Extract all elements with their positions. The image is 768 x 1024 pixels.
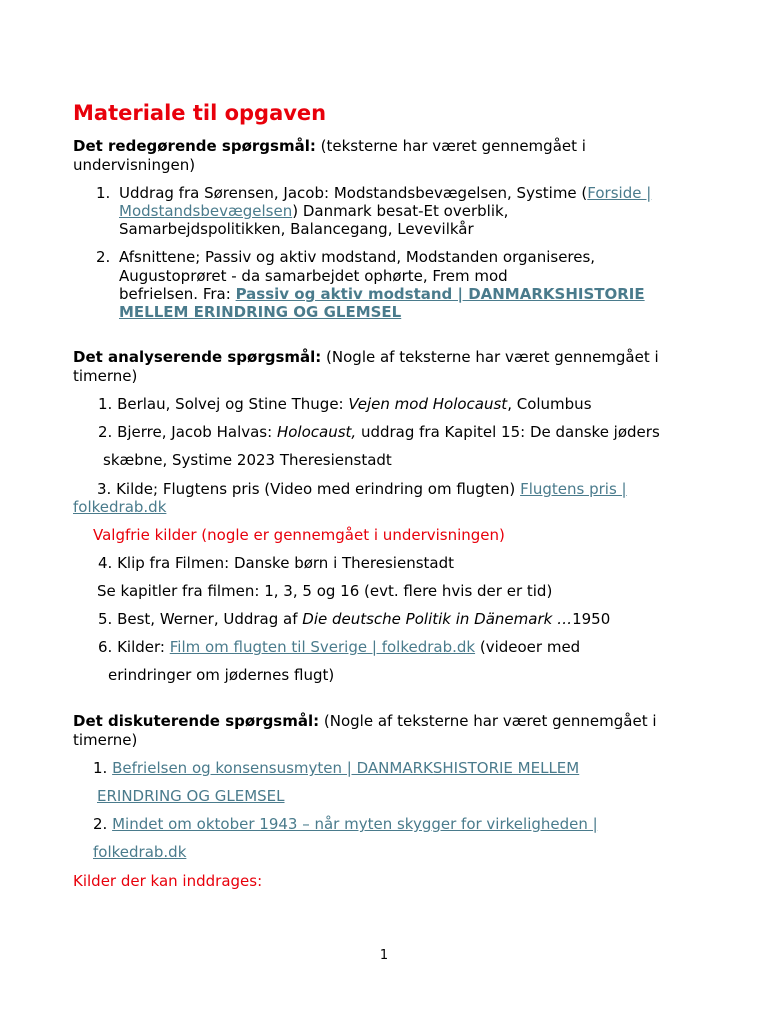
section-analyserende-heading (73, 348, 659, 366)
list-item-cont: skæbne, Systime 2023 Theresienstadt (103, 451, 392, 469)
link-passiv-aktiv-modstand-cont[interactable]: MELLEM ERINDRING OG GLEMSEL (119, 303, 402, 321)
section-intro: (teksterne har været gennemgået i (315, 137, 586, 155)
list-item-text: 1. Berlau, Solvej og Stine Thuge: (98, 395, 349, 413)
book-title: Holocaust, (276, 423, 357, 441)
list-item: 4. Klip fra Filmen: Danske børn i Theresienstadt (98, 554, 454, 572)
link-passiv-aktiv-modstand[interactable]: Passiv og aktiv modstand | DANMARKSHISTORIE (235, 285, 645, 303)
optional-sources-heading: Valgfrie kilder (nogle er gennemgået i undervisningen) (93, 526, 505, 544)
list-item-cont (97, 787, 285, 805)
section-heading-label: Det analyserende spørgsmål: (73, 348, 322, 366)
list-item-text: befrielsen. Fra: (119, 285, 236, 303)
list-item-cont (73, 498, 166, 516)
section-intro: (Nogle af teksterne har været gennemgået i (321, 348, 659, 366)
section-heading-label: Det diskuterende spørgsmål: (73, 712, 320, 730)
book-title: Vejen mod Holocaust (348, 395, 508, 413)
link-forside[interactable]: Forside | (587, 184, 652, 202)
list-item (93, 759, 579, 777)
link-flugtens-pris-cont[interactable]: folkedrab.dk (73, 498, 167, 516)
section-redegoerende-heading (73, 137, 586, 155)
list-item (119, 184, 651, 202)
list-item (98, 395, 592, 413)
list-item-number: 2. (93, 815, 113, 833)
list-item (98, 423, 660, 441)
list-item-cont (119, 285, 645, 303)
list-item-text: (videoer med (475, 638, 581, 656)
list-item-cont: Samarbejdspolitikken, Balancegang, Levevilkår (119, 220, 474, 238)
list-item-text: , Columbus (507, 395, 592, 413)
book-title: Die deutsche Politik in Dänemark … (302, 610, 573, 628)
list-item-cont (119, 303, 401, 321)
list-item-text: 3. Kilde; Flugtens pris (Video med erindring om flugten) (97, 480, 521, 498)
page-title: Materiale til opgaven (73, 101, 327, 125)
list-item-cont: erindringer om jødernes flugt) (108, 666, 335, 684)
section-intro-cont: timerne) (73, 731, 138, 749)
link-befrielsen-konsensusmyten[interactable]: Befrielsen og konsensusmyten | DANMARKSHISTORIE MELLEM (112, 759, 580, 777)
list-item: Afsnittene; Passiv og aktiv modstand, Modstanden organiseres, (119, 248, 596, 266)
list-item-text: 5. Best, Werner, Uddrag af (98, 610, 303, 628)
list-item (93, 815, 598, 833)
sources-heading: Kilder der kan inddrages: (73, 872, 263, 890)
link-modstandsbevaegelsen[interactable]: Modstandsbevægelsen (119, 202, 293, 220)
section-diskuterende-heading (73, 712, 657, 730)
page-number: 1 (379, 948, 389, 963)
list-item-number: 2. (96, 248, 111, 266)
link-flugtens-pris[interactable]: Flugtens pris | (520, 480, 627, 498)
section-intro: (Nogle af teksterne har været gennemgået i (319, 712, 657, 730)
list-item (98, 638, 580, 656)
link-film-om-flugten[interactable]: Film om flugten til Sverige | folkedrab.dk (169, 638, 476, 656)
link-befrielsen-konsensusmyten-cont[interactable]: ERINDRING OG GLEMSEL (97, 787, 285, 805)
list-item-number: 1. (93, 759, 113, 777)
list-item-text: ) Danmark besat-Et overblik, (292, 202, 509, 220)
list-item-cont (93, 843, 186, 861)
link-mindet-om-oktober[interactable]: Mindet om oktober 1943 – når myten skygger for virkeligheden | (112, 815, 598, 833)
list-item-text: 6. Kilder: (98, 638, 170, 656)
section-heading-label: Det redegørende spørgsmål: (73, 137, 316, 155)
list-item (97, 480, 627, 498)
link-mindet-om-oktober-cont[interactable]: folkedrab.dk (93, 843, 187, 861)
list-item-text: 1950 (572, 610, 611, 628)
list-item-number: 1. (96, 184, 111, 202)
list-item-text: 2. Bjerre, Jacob Halvas: (98, 423, 277, 441)
list-item-text: Uddrag fra Sørensen, Jacob: Modstandsbevægelsen, Systime ( (119, 184, 588, 202)
list-item-cont (119, 202, 508, 220)
list-item (98, 610, 610, 628)
list-item-text: uddrag fra Kapitel 15: De danske jøders (356, 423, 660, 441)
section-intro-cont: undervisningen) (73, 156, 196, 174)
section-intro-cont: timerne) (73, 367, 138, 385)
film-chapters-note: Se kapitler fra filmen: 1, 3, 5 og 16 (evt. flere hvis der er tid) (97, 582, 553, 600)
list-item-cont: Augustoprøret - da samarbejdet ophørte, Frem mod (119, 267, 508, 285)
